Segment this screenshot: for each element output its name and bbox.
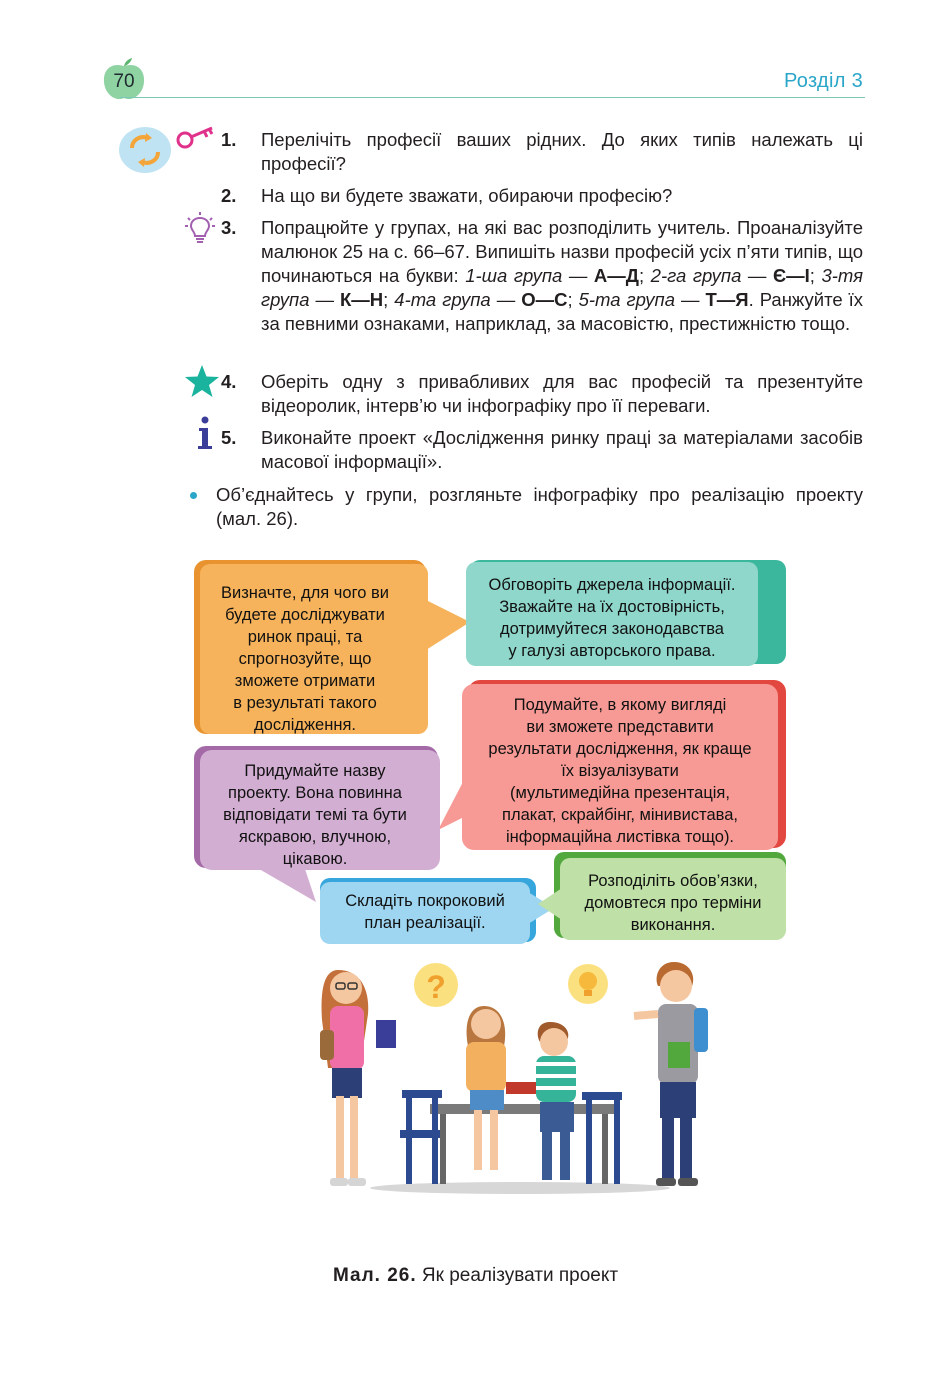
task-5 <box>221 426 863 474</box>
girl-with-book-figure <box>320 970 396 1186</box>
key-icon <box>176 125 216 151</box>
page-number-badge <box>101 58 147 102</box>
bubble-blue-text: Складіть покроковий план реалізації. <box>345 892 505 932</box>
page-number: 70 <box>113 71 135 92</box>
idea-bubble-icon <box>568 964 608 1004</box>
bubble-red-text: Подумайте, в якому вигляді ви зможете представити результати дослідження, як краще їх візуалізувати (мультимедійна презентація, плакат, скрайбінг, мінивистава, інформаційна листівка тощо). <box>488 696 752 846</box>
task-3 <box>221 216 863 336</box>
figure-label: Мал. 26. <box>332 1265 417 1286</box>
bubble-blue <box>320 878 556 944</box>
header-divider <box>120 97 865 98</box>
task-text: Попрацюйте у групах, на які вас розподілить учитель. Проаналізуйте малюнок 25 на с. 66–67. Випишіть назви професій усіх п’яти типів, що починаються на букви: 1-ша група — А—Д; 2-га група — Є—І; 3-тя група — К—Н; 4-та група — О—С; 5-та група — Т—Я. Ранжуйте їх за певними ознаками, наприклад, за масовістю, престижністю тощо. <box>261 217 864 334</box>
svg-text:?: ? <box>426 969 446 1005</box>
question-bubble-icon <box>414 963 458 1007</box>
star-icon <box>184 364 220 398</box>
task-number: 2. <box>221 185 237 206</box>
task-text: Виконайте проект «Дослідження ринку праці за матеріалами засобів масової інформації». <box>261 427 863 472</box>
bubble-green <box>536 852 788 942</box>
bullet-dot <box>190 492 197 499</box>
seated-boy-figure <box>536 1022 576 1180</box>
task-number: 4. <box>221 371 237 392</box>
task-number: 5. <box>221 427 237 448</box>
task-text: Перелічіть професії ваших рідних. До яких типів належать ці професії? <box>261 129 863 174</box>
task-number: 3. <box>221 217 237 238</box>
figure-caption <box>0 1265 951 1287</box>
info-icon <box>196 416 214 450</box>
task-4 <box>221 370 863 418</box>
task-1 <box>221 128 863 176</box>
bullet-item <box>190 483 863 531</box>
lightbulb-icon <box>185 212 215 244</box>
bubble-orange <box>194 560 474 736</box>
bullet-text: Об’єднайтесь у групи, розгляньте інфографіку про реалізацію проекту (мал. 26). <box>216 484 863 529</box>
bubble-teal-text: Обговоріть джерела інформації. Зважайте на їх достовірність, дотримуйтеся законодавства у галузі авторського права. <box>488 576 736 660</box>
task-number: 1. <box>221 129 237 150</box>
seated-girl-figure <box>466 1006 540 1170</box>
task-text: На що ви будете зважати, обираючи професію? <box>261 185 673 206</box>
bubble-green-text: Розподіліть обов’язки, домовтеся про терміни виконання. <box>584 872 762 934</box>
bubble-red <box>438 680 788 852</box>
bubble-purple-text: Придумайте назву проекту. Вона повинна відповідати темі та бути яскравою, влучною, цікавою. <box>223 762 407 868</box>
students-illustration <box>310 950 730 1200</box>
task-2 <box>221 184 863 208</box>
task-text: Оберіть одну з привабливих для вас професій та презентуйте відеоролик, інтерв’ю чи інфографіку про її переваги. <box>261 371 863 416</box>
bubble-teal <box>466 560 786 668</box>
figure-title: Як реалізувати проект <box>421 1265 619 1286</box>
standing-boy-figure <box>634 962 708 1186</box>
cycle-arrows-icon <box>118 126 172 174</box>
section-label: Розділ 3 <box>784 70 863 92</box>
bubble-orange-text: Визначте, для чого ви будете досліджувати ринок праці, та спрогнозуйте, що зможете отримати в результаті такого дослідження. <box>221 584 389 734</box>
